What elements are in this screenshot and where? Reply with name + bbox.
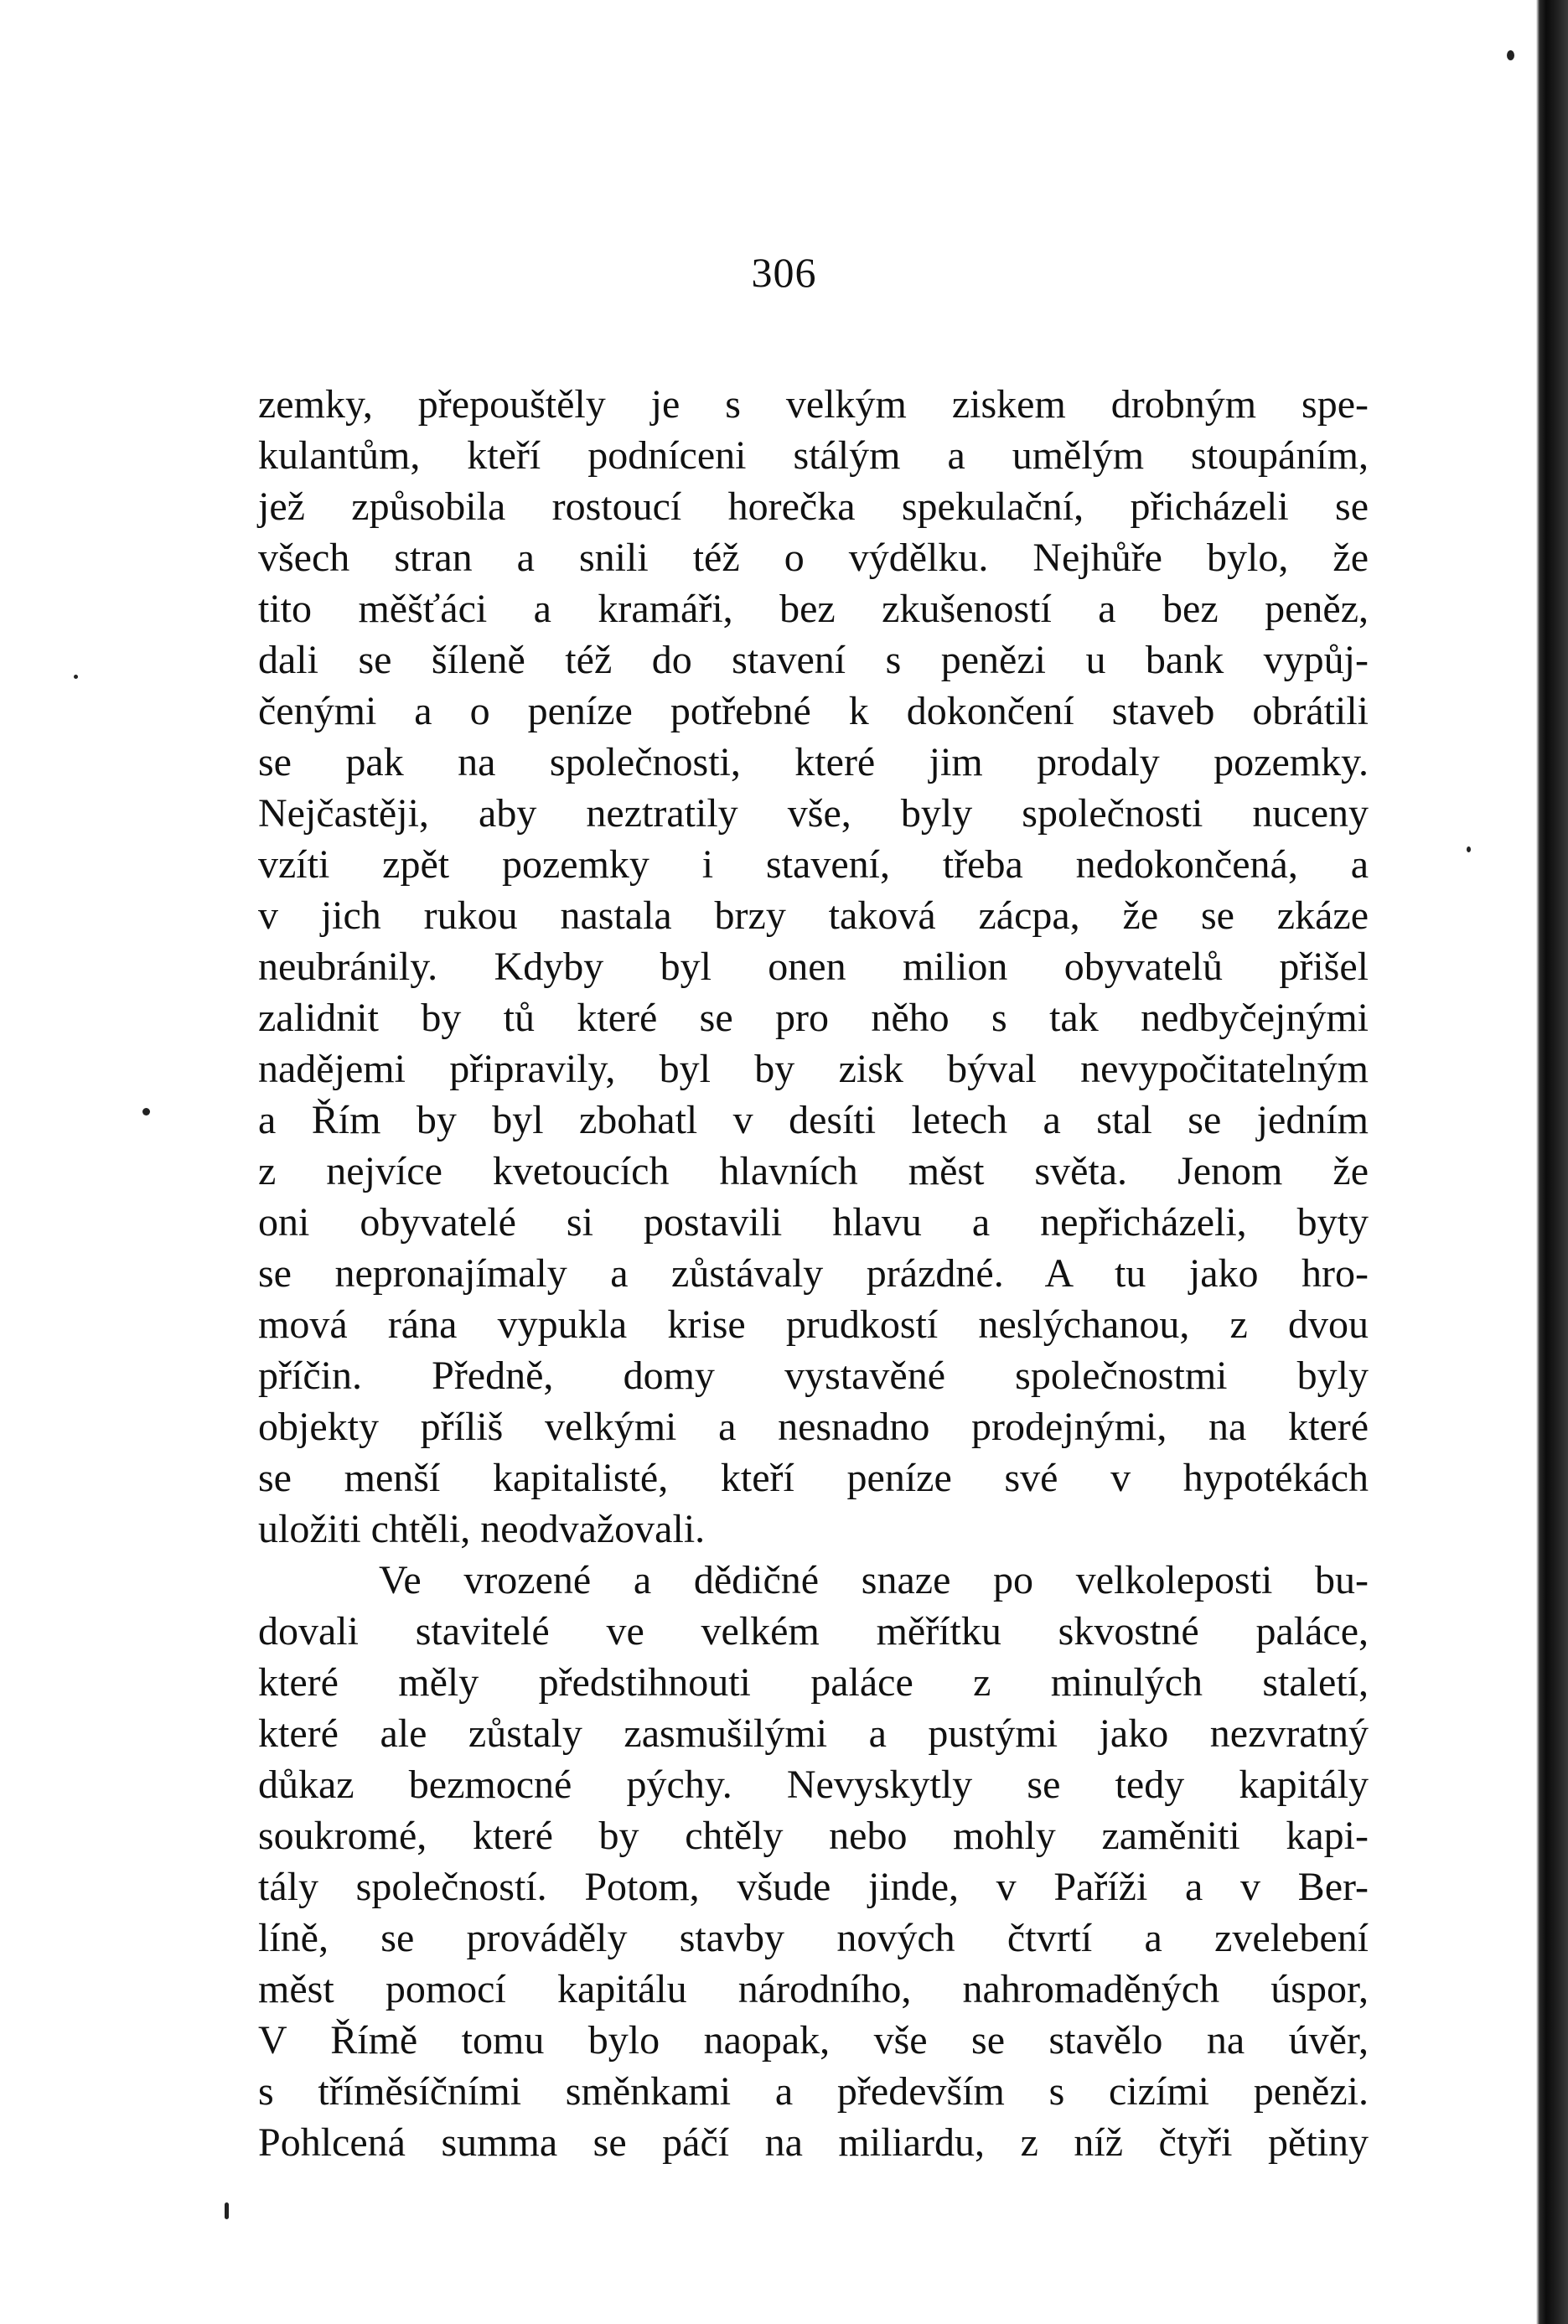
text-line: se pak na společnosti, které jim prodaly pozemky. [258,740,1369,784]
text-line: se menší kapitalisté, kteří peníze své v hypotékách [258,1456,1369,1500]
text-line: s tříměsíčními směnkami a především s cizími penězi. [258,2069,1369,2114]
text-line: které měly předstihnouti paláce z minulých staletí, [258,1660,1369,1705]
text-line: V Římě tomu bylo naopak, vše se stavělo na úvěr, [258,2018,1369,2063]
text-line: a Řím by byl zbohatl v desíti letech a stal se jedním [258,1098,1369,1142]
text-line: mová rána vypukla krise prudkostí neslýchanou, z dvou [258,1302,1369,1347]
text-line: důkaz bezmocné pýchy. Nevyskytly se tedy kapitály [258,1762,1369,1807]
scan-speck [1507,50,1514,60]
scan-speck [225,2202,229,2219]
text-line: Pohlcená summa se páčí na miliardu, z níž čtyři pětiny [258,2120,1369,2165]
text-line: nadějemi připravily, byl by zisk býval nevypočitatelným [258,1047,1369,1091]
text-line: dovali stavitelé ve velkém měřítku skvostné paláce, [258,1609,1369,1654]
scan-speck [142,1108,150,1115]
text-line: měst pomocí kapitálu národního, nahromaděných úspor, [258,1967,1369,2011]
text-line: dali se šíleně též do stavení s penězi u bank vypůj- [258,638,1369,682]
text-line: Nejčastěji, aby neztratily vše, byly společnosti nuceny [258,791,1369,836]
text-line: které ale zůstaly zasmušilými a pustými jako nezvratný [258,1711,1369,1756]
text-line: kulantům, kteří podníceni stálým a umělým stoupáním, [258,433,1369,478]
text-line: čenými a o peníze potřebné k dokončení staveb obrátili [258,689,1369,733]
text-line: uložiti chtěli, neodvažovali. [258,1507,706,1551]
text-line: Ve vrozené a dědičné snaze po velkoleposti bu- [379,1558,1369,1602]
text-line: vzíti zpět pozemky i stavení, třeba nedokončená, a [258,842,1369,887]
text-line: všech stran a snili též o výdělku. Nejhůře bylo, že [258,536,1369,580]
page-number: 306 [751,249,817,296]
scan-edge-shadow [1528,0,1568,2324]
paragraph-2 [258,1555,1369,2168]
text-line: příčin. Předně, domy vystavěné společnostmi byly [258,1354,1369,1398]
text-line: zemky, přepouštěly je s velkým ziskem drobným spe- [258,382,1369,427]
scan-speck [74,675,78,679]
text-line: jež způsobila rostoucí horečka spekulační, přicházeli se [258,484,1369,529]
text-line: v jich rukou nastala brzy taková zácpa, že se zkáze [258,893,1369,938]
text-line: oni obyvatelé si postavili hlavu a nepřicházeli, byty [258,1200,1369,1245]
text-line: neubránily. Kdyby byl onen milion obyvatelů přišel [258,945,1369,989]
text-line: tály společností. Potom, všude jinde, v Paříži a v Ber- [258,1865,1369,1909]
text-line: objekty příliš velkými a nesnadno prodejnými, na které [258,1405,1369,1449]
text-line: se nepronajímaly a zůstávaly prázdné. A tu jako hro- [258,1251,1369,1296]
text-line: tito měšťáci a kramáři, bez zkušeností a bez peněz, [258,587,1369,631]
scan-speck [1467,846,1471,852]
text-line: soukromé, které by chtěly nebo mohly zaměniti kapi- [258,1814,1369,1858]
body-text [258,379,1369,2168]
text-line: z nejvíce kvetoucích hlavních měst světa. Jenom že [258,1149,1369,1193]
text-line: líně, se prováděly stavby nových čtvrtí a zvelebení [258,1916,1369,1960]
paragraph-1 [258,379,1369,1555]
text-line: zalidnit by tů které se pro něho s tak nedbyčejnými [258,996,1369,1040]
